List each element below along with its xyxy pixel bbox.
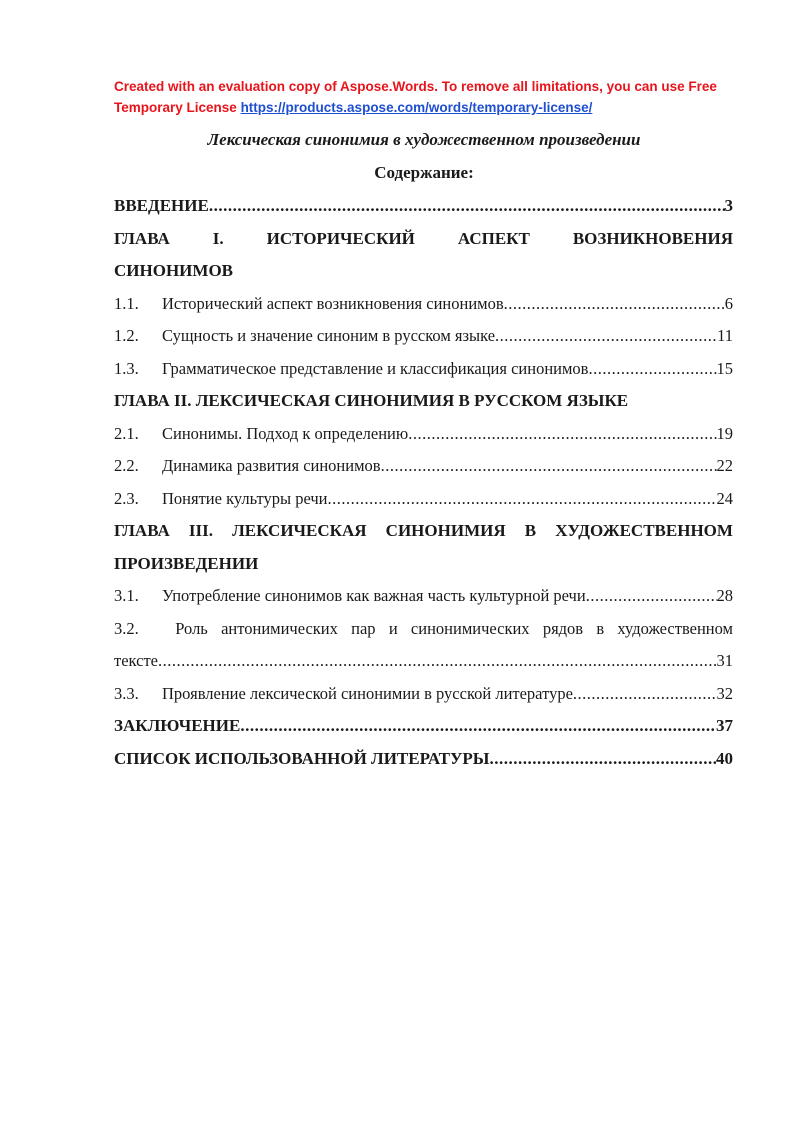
- toc-entry-chapter-3-continued: ПРОИЗВЕДЕНИИ: [114, 553, 259, 573]
- chapter-word: ЛЕКСИЧЕСКАЯ: [232, 521, 367, 540]
- toc-page-number: 31: [716, 651, 733, 670]
- toc-section-number: 1.1.: [114, 293, 139, 313]
- toc-entry-word: синонимических: [410, 618, 530, 638]
- toc-leader-dots: [586, 580, 717, 613]
- toc-section-number: 2.3.: [114, 488, 139, 508]
- toc-leader-dots: [158, 645, 717, 678]
- toc-entry-word: рядов: [542, 618, 584, 638]
- toc-entry-chapter-3[interactable]: [114, 515, 733, 548]
- evaluation-notice: [114, 76, 734, 118]
- toc-entry-label: Проявление лексической синонимии в русской литературе: [162, 683, 573, 703]
- toc-entry-label: тексте: [114, 651, 158, 670]
- toc-section-number: 1.3.: [114, 358, 139, 378]
- chapter-word: ГЛАВА: [114, 521, 170, 540]
- chapter-word: АСПЕКТ: [457, 228, 530, 248]
- toc-leader-dots: [240, 710, 716, 743]
- toc-entry-word: и: [388, 618, 398, 638]
- toc-entry-conclusion[interactable]: [114, 710, 733, 743]
- toc-section-number: 3.2.: [114, 618, 139, 638]
- toc-entry-label: Синонимы. Подход к определению: [162, 423, 409, 443]
- toc-heading: Содержание:: [374, 163, 474, 182]
- toc-page-number: 40: [716, 748, 733, 768]
- toc-entry-1-3[interactable]: [114, 353, 733, 386]
- toc-leader-dots: [209, 190, 725, 223]
- toc-entry-label: Исторический аспект возникновения синонимов: [162, 293, 504, 313]
- toc-section-number: 3.1.: [114, 586, 139, 605]
- toc-entry-label: ВВЕДЕНИЕ: [114, 196, 209, 215]
- toc-leader-dots: [588, 353, 716, 386]
- toc-leader-dots: [495, 320, 717, 353]
- toc-entry-label: Употребление синонимов как важная часть культурной речи: [162, 586, 586, 605]
- toc-entry-chapter-1[interactable]: [114, 223, 733, 256]
- toc-entry-label: Грамматическое представление и классификация синонимов: [162, 358, 589, 378]
- toc-entry-word: антонимических: [221, 618, 338, 638]
- toc-entry-3-2[interactable]: [114, 613, 733, 646]
- toc-page-number: 28: [716, 586, 733, 605]
- chapter-word: ВОЗНИКНОВЕНИЯ: [572, 228, 733, 248]
- chapter-word: СИНОНИМИЯ: [385, 521, 506, 540]
- toc-leader-dots: [408, 418, 716, 451]
- toc-leader-dots: [490, 743, 717, 776]
- chapter-word: III.: [188, 521, 213, 540]
- toc-entry-label: СПИСОК ИСПОЛЬЗОВАННОЙ ЛИТЕРАТУРЫ: [114, 748, 490, 768]
- toc-page-number: 24: [716, 488, 733, 508]
- toc-page-number: 37: [716, 716, 733, 735]
- toc-entry-3-3[interactable]: [114, 678, 733, 711]
- toc-entry-label: Понятие культуры речи: [162, 488, 328, 508]
- toc-entry-word: в: [596, 618, 605, 638]
- toc-entry-label: Динамика развития синонимов: [162, 456, 381, 475]
- toc-page-number: 6: [724, 293, 733, 313]
- toc-section-number: 3.3.: [114, 683, 139, 703]
- toc-page-number: 15: [716, 358, 733, 378]
- chapter-word: В: [524, 521, 537, 540]
- toc-entry-1-1[interactable]: [114, 288, 733, 321]
- chapter-word: ХУДОЖЕСТВЕННОМ: [555, 521, 733, 540]
- toc-entry-2-2[interactable]: [114, 450, 733, 483]
- toc-entry-label: Сущность и значение синоним в русском языке: [162, 326, 496, 345]
- table-of-contents: [114, 190, 733, 775]
- toc-leader-dots: [504, 288, 725, 321]
- toc-entry-1-2[interactable]: [114, 320, 733, 353]
- evaluation-notice-text: Created with an evaluation copy of Aspose.Words. To remove all limitations, you can use Free Temporary License: [114, 79, 717, 115]
- document-title: Лексическая синонимия в художественном произведении: [207, 130, 641, 149]
- toc-entry-word: пар: [351, 618, 376, 638]
- toc-entry-bibliography[interactable]: [114, 743, 733, 776]
- toc-entry-2-1[interactable]: [114, 418, 733, 451]
- toc-leader-dots: [573, 678, 717, 711]
- temporary-license-link[interactable]: https://products.aspose.com/words/temporary-license/: [240, 100, 593, 115]
- toc-entry-3-2-continued[interactable]: [114, 645, 733, 678]
- toc-leader-dots: [381, 450, 717, 483]
- toc-section-number: 2.2.: [114, 456, 139, 475]
- toc-entry-2-3[interactable]: [114, 483, 733, 516]
- toc-leader-dots: [328, 483, 717, 516]
- toc-page-number: 19: [716, 423, 733, 443]
- toc-entry-chapter-2[interactable]: ГЛАВА II. ЛЕКСИЧЕСКАЯ СИНОНИМИЯ В РУССКОМ ЯЗЫКЕ: [114, 391, 629, 410]
- toc-section-number: 2.1.: [114, 423, 139, 443]
- chapter-word: ИСТОРИЧЕСКИЙ: [266, 228, 415, 248]
- toc-entry-word: Роль: [175, 618, 208, 638]
- toc-page-number: 3: [724, 196, 733, 215]
- toc-page-number: 22: [716, 456, 733, 475]
- toc-entry-word: художественном: [617, 618, 733, 638]
- toc-entry-3-1[interactable]: [114, 580, 733, 613]
- toc-entry-chapter-1-continued: СИНОНИМОВ: [114, 261, 233, 280]
- toc-section-number: 1.2.: [114, 326, 139, 345]
- toc-page-number: 11: [717, 326, 733, 345]
- toc-entry-intro[interactable]: [114, 190, 733, 223]
- chapter-word: I.: [212, 228, 224, 248]
- toc-entry-label: ЗАКЛЮЧЕНИЕ: [114, 716, 241, 735]
- chapter-word: ГЛАВА: [114, 228, 170, 248]
- toc-page-number: 32: [716, 683, 733, 703]
